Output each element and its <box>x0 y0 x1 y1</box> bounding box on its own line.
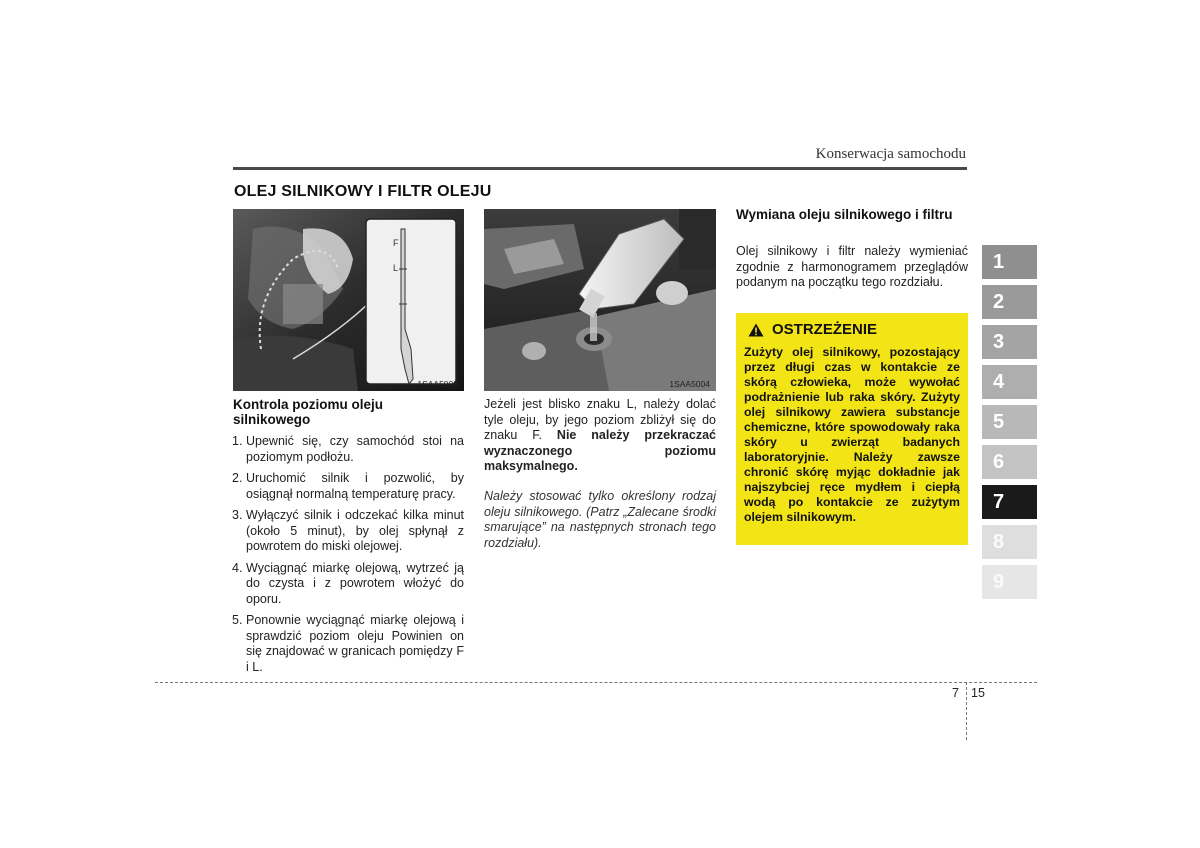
footer-rule <box>155 682 1037 683</box>
header-rule <box>233 167 967 170</box>
list-item: 1. Upewnić się, czy samochód stoi na poziomym podłożu. <box>232 434 464 464</box>
chapter-tab-2[interactable]: 2 <box>982 285 1037 319</box>
list-item: 4. Wyciągnąć miarkę olejową, wytrzeć ją do czysta i z powrotem włożyć do oporu. <box>232 560 464 606</box>
oil-level-check-heading: Kontrola poziomu oleju silnikowego <box>233 397 383 427</box>
warning-title: OSTRZEŻENIE <box>772 321 878 338</box>
oil-fill-photo <box>484 209 716 391</box>
dipstick-photo <box>233 209 464 391</box>
list-item: 2. Uruchomić silnik i pozwolić, by osiągnął normalną temperaturę pracy. <box>232 471 464 501</box>
footer-page-number: 15 <box>971 686 985 700</box>
section-title: OLEJ SILNIKOWY I FILTR OLEJU <box>234 183 492 200</box>
chapter-tabs <box>982 245 1037 605</box>
list-item: 5. Ponownie wyciągnąć miarkę olejową i sprawdzić poziom oleju Powinien on się znajdować w granicach pomiędzy F i L. <box>232 613 464 674</box>
chapter-tab-7-active[interactable]: 7 <box>982 485 1037 519</box>
warning-box <box>736 313 968 545</box>
chapter-tab-8[interactable]: 8 <box>982 525 1037 559</box>
warning-text: Zużyty olej silnikowy, pozostający przez długi czas w kontakcie ze skórą człowieka, może wywołać podrażnienie lub raka skóry. Zużyty olej silnikowy zawiera substancje chemiczne, które spowodowały raka skóry u zwierząt badanych laboratoryjnie. Należy zawsze chronić skórę myjąc dokładnie jak najszybciej ręce mydłem i ciepłą wodą po kontakcie ze zużytym olejem silnikowym. <box>744 345 960 524</box>
running-header: Konserwacja samochodu <box>815 146 966 162</box>
chapter-tab-5[interactable]: 5 <box>982 405 1037 439</box>
list-item: 3. Wyłączyć silnik i odczekać kilka minut (około 5 minut), by olej spłynął z powrotem do miski olejowej. <box>232 508 464 553</box>
chapter-tab-6[interactable]: 6 <box>982 445 1037 479</box>
chapter-tab-9[interactable]: 9 <box>982 565 1037 599</box>
oil-type-note: Należy stosować tylko określony rodzaj oleju silnikowego. (Patrz „Zalecane środki smarujące” na następnych stronach tego rozdziału). <box>484 489 716 550</box>
warning-triangle-icon <box>748 323 764 337</box>
oil-change-heading: Wymiana oleju silnikowego i filtru <box>736 207 953 222</box>
oil-top-up-paragraph: Jeżeli jest blisko znaku L, należy dolać tyle oleju, by jego poziom zbliżył się do znaku F. Nie należy przekraczać wyznaczonego poziomu maksymalnego. <box>484 397 716 473</box>
chapter-tab-3[interactable]: 3 <box>982 325 1037 359</box>
figure-code: 1SAA5003 <box>417 379 458 389</box>
dipstick-mark-l: L <box>393 263 399 273</box>
footer-chapter-number: 7 <box>952 686 959 700</box>
oil-change-paragraph: Olej silnikowy i filtr należy wymieniać zgodnie z harmonogramem przeglądów podanym na początku tego rozdziału. <box>736 244 968 289</box>
footer-divider <box>966 682 967 740</box>
figure-code: 1SAA5004 <box>669 379 710 389</box>
chapter-tab-4[interactable]: 4 <box>982 365 1037 399</box>
dipstick-mark-f: F <box>393 238 399 248</box>
chapter-tab-1[interactable]: 1 <box>982 245 1037 279</box>
oil-level-steps <box>232 434 464 681</box>
max-level-warning: Nie należy przekraczać wyznaczonego poziomu maksymalnego. <box>484 428 716 473</box>
